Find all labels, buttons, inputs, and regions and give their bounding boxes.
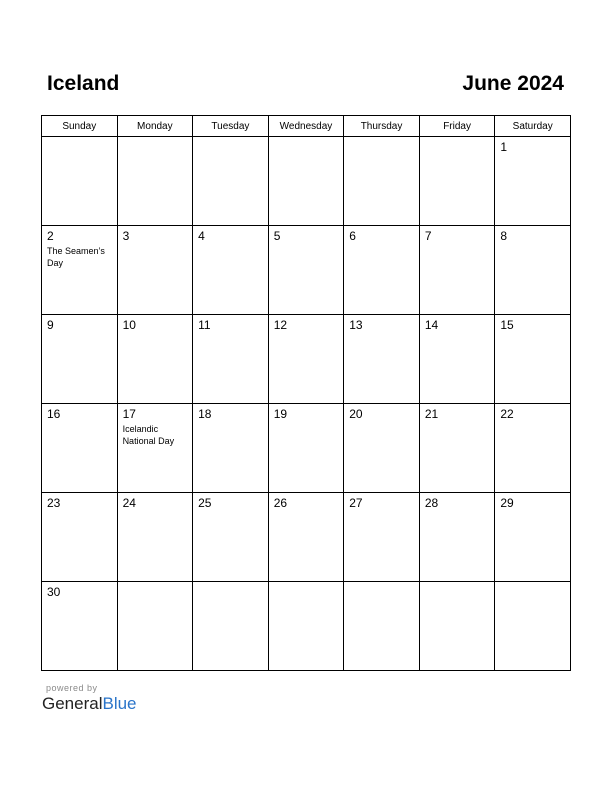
powered-by-text: powered by	[46, 683, 98, 693]
day-number: 12	[273, 318, 288, 332]
day-number: 4	[198, 229, 205, 243]
week-row	[42, 137, 571, 226]
week-row	[42, 582, 571, 671]
day-cell	[344, 404, 420, 493]
day-cell	[495, 315, 571, 404]
day-number: 26	[273, 496, 288, 510]
weekday-header: Tuesday	[193, 116, 269, 137]
week-row	[42, 315, 571, 404]
weekday-header: Sunday	[42, 116, 118, 137]
holiday-label: Icelandic National Day	[122, 424, 175, 446]
month-year-title: June 2024	[462, 72, 564, 95]
day-cell	[344, 315, 420, 404]
logo-general-text: General	[42, 694, 103, 713]
day-cell	[117, 137, 193, 226]
day-cell	[42, 493, 118, 582]
day-number: 3	[122, 229, 130, 243]
weekday-header: Friday	[419, 116, 495, 137]
day-number: 19	[273, 407, 288, 421]
day-number: 8	[500, 229, 508, 243]
day-number: 18	[198, 407, 212, 421]
day-cell	[268, 404, 344, 493]
day-cell	[42, 582, 118, 671]
day-cell	[495, 582, 571, 671]
logo-blue-text: Blue	[102, 694, 137, 713]
day-number: 6	[349, 229, 356, 243]
week-row	[42, 226, 571, 315]
weekday-header: Monday	[117, 116, 193, 137]
day-number: 11	[198, 318, 211, 332]
day-number: 15	[500, 318, 514, 332]
calendar-grid	[41, 115, 571, 671]
day-number: 21	[424, 407, 439, 421]
day-cell	[193, 582, 269, 671]
day-cell	[495, 226, 571, 315]
day-number: 29	[500, 496, 514, 510]
day-number: 5	[273, 229, 281, 243]
day-number: 13	[349, 318, 363, 332]
weekday-header: Wednesday	[268, 116, 344, 137]
weekday-header: Saturday	[495, 116, 571, 137]
day-cell	[419, 226, 495, 315]
day-cell	[117, 493, 193, 582]
day-number: 28	[424, 496, 439, 510]
day-number: 25	[198, 496, 212, 510]
day-number: 30	[47, 585, 61, 599]
day-cell	[42, 315, 118, 404]
country-title: Iceland	[47, 72, 120, 95]
day-number: 9	[47, 318, 54, 332]
day-cell	[419, 582, 495, 671]
day-cell	[42, 137, 118, 226]
day-cell	[344, 582, 420, 671]
day-cell	[419, 137, 495, 226]
day-cell	[268, 493, 344, 582]
day-cell	[419, 493, 495, 582]
day-cell	[268, 582, 344, 671]
day-cell	[495, 404, 571, 493]
day-number: 7	[424, 229, 432, 243]
day-cell	[495, 137, 571, 226]
day-number: 23	[47, 496, 61, 510]
day-cell	[268, 137, 344, 226]
day-number: 27	[349, 496, 363, 510]
day-cell	[117, 582, 193, 671]
day-number: 24	[122, 496, 136, 510]
day-cell	[193, 137, 269, 226]
day-cell	[42, 404, 118, 493]
day-number: 17	[122, 407, 136, 421]
day-cell	[117, 315, 193, 404]
day-cell	[344, 137, 420, 226]
day-cell	[42, 226, 118, 315]
day-cell	[495, 493, 571, 582]
day-cell	[193, 315, 269, 404]
day-cell	[344, 226, 420, 315]
day-number: 14	[424, 318, 439, 332]
day-cell	[419, 315, 495, 404]
week-row	[42, 493, 571, 582]
week-row	[42, 404, 571, 493]
day-number: 10	[122, 318, 136, 332]
day-cell	[344, 493, 420, 582]
day-cell	[268, 226, 344, 315]
day-cell	[268, 315, 344, 404]
day-cell	[419, 404, 495, 493]
holiday-label: The Seamen’s Day	[47, 246, 105, 268]
day-number: 20	[349, 407, 363, 421]
day-number: 22	[500, 407, 514, 421]
generalblue-logo	[42, 694, 137, 714]
day-cell	[117, 404, 193, 493]
weekday-header: Thursday	[344, 116, 420, 137]
day-cell	[193, 493, 269, 582]
day-cell	[193, 226, 269, 315]
day-cell	[193, 404, 269, 493]
weekday-header-row	[42, 116, 571, 137]
day-cell	[117, 226, 193, 315]
day-number: 16	[47, 407, 61, 421]
day-number: 1	[500, 140, 508, 154]
day-number: 2	[47, 229, 54, 243]
